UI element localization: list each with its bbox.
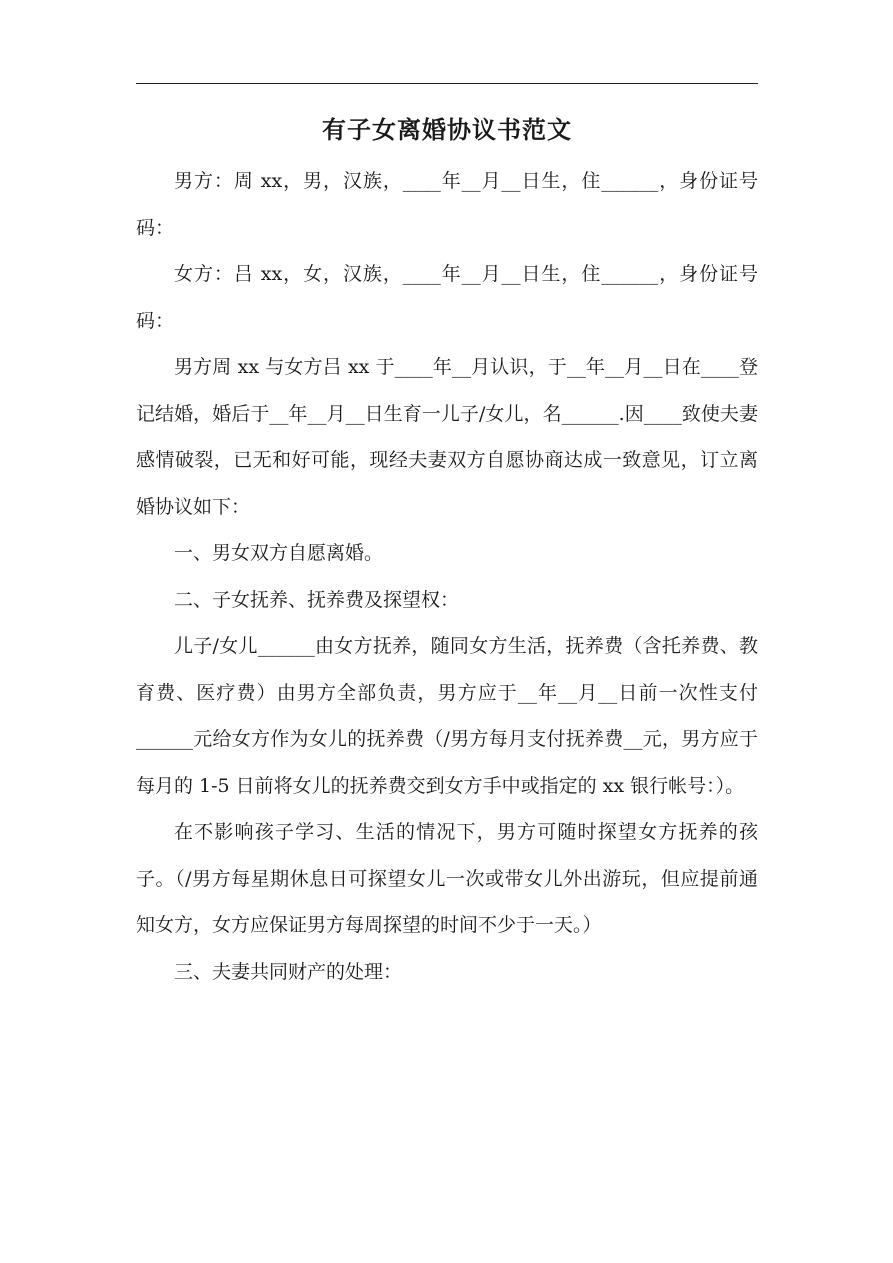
document-title: 有子女离婚协议书范文 — [322, 115, 572, 144]
paragraph-child-support: 儿子/女儿______由女方抚养，随同女方生活，抚养费（含托养费、教育费、医疗费）由男方全部负责，男方应于__年__月__日前一次性支付______元给女方作为女儿的抚养费（/男方每月支付抚养费__元，男方应于每月的 1-5 日前将女儿的抚养费交到女方手中或指定的 xx 银行帐号：）。 — [136, 635, 758, 797]
paragraph-visitation: 在不影响孩子学习、生活的情况下，男方可随时探望女方抚养的孩子。（/男方每星期休息日可探望女儿一次或带女儿外出游玩，但应提前通知女方，女方应保证男方每周探望的时间不少于一天。） — [136, 821, 758, 936]
paragraph-wife-info: 女方：吕 xx，女，汉族，____年__月__日生，住______，身份证号码： — [136, 263, 758, 332]
header-rule — [136, 83, 758, 84]
paragraph-clause-2-heading: 二、子女抚养、抚养费及探望权： — [174, 588, 460, 611]
paragraph-marriage-background: 男方周 xx 与女方吕 xx 于____年__月认识，于__年__月__日在____登记结婚，婚后于__年__月__日生育一儿子/女儿，名______.因____致使夫妻感情破裂，已无和好可能，现经夫妻双方自愿协商达成一致意见，订立离婚协议如下： — [136, 356, 758, 518]
document-body — [136, 158, 758, 995]
paragraph-clause-1: 一、男女双方自愿离婚。 — [174, 542, 384, 564]
paragraph-husband-info: 男方：周 xx，男，汉族，____年__月__日生，住______，身份证号码： — [136, 170, 758, 239]
paragraph-clause-3-heading: 三、夫妻共同财产的处理： — [174, 960, 403, 983]
